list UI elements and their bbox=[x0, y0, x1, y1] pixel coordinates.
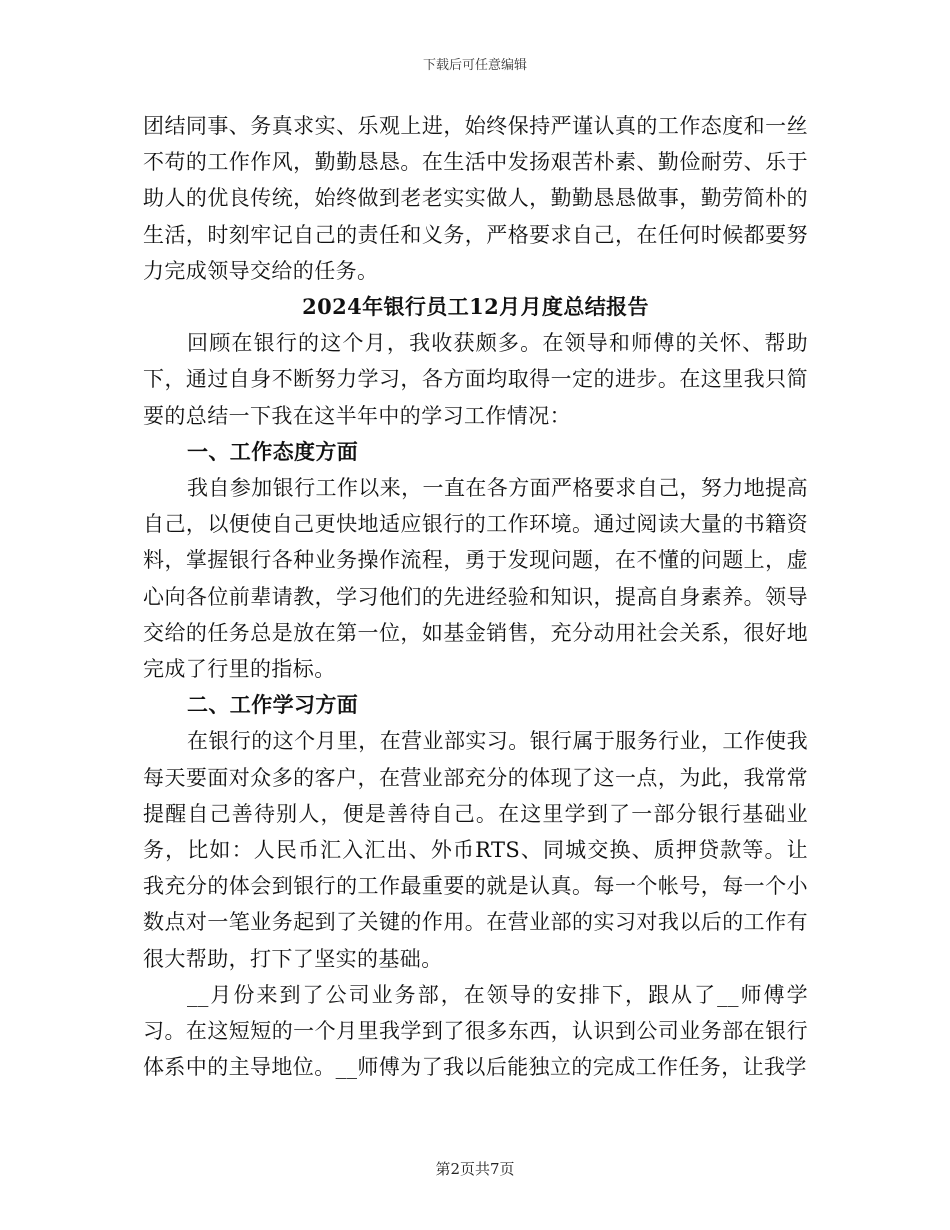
document-title: 2024年银行员工12月月度总结报告 bbox=[302, 294, 649, 320]
page-header-note: 下载后可任意编辑 bbox=[422, 58, 527, 73]
section-paragraph-work-study-1: 在银行的这个月里，在营业部实习。银行属于服务行业，工作使我每天要面对众多的客户，在营业部充分的体现了这一点，为此，我常常提醒自己善待别人，便是善待自己。在这里学到了一部分银行基础业务，比如：人民币汇入汇出、外币RTS、同城交换、质押贷款等。让我充分的体会到银行的工作最重要的就是认真。每一个帐号，每一个小数点对一笔业务起到了关键的作用。在营业部的实习对我以后的工作有很大帮助，打下了坚实的基础。 bbox=[143, 729, 808, 971]
page-number: 第2页共7页 bbox=[435, 1160, 515, 1178]
document-body bbox=[143, 108, 808, 1085]
section-heading-work-study: 二、工作学习方面 bbox=[187, 692, 359, 718]
section-heading-work-attitude: 一、工作态度方面 bbox=[187, 438, 359, 464]
section-paragraph-work-study-2: __月份来到了公司业务部，在领导的安排下，跟从了__师傅学习。在这短短的一个月里我学到了很多东西，认识到公司业务部在银行体系中的主导地位。__师傅为了我以后能独立的完成工作任务，让我学 bbox=[143, 982, 808, 1080]
intro-paragraph: 团结同事、务真求实、乐观上进，始终保持严谨认真的工作态度和一丝不苟的工作作风，勤勤恳恳。在生活中发扬艰苦朴素、勤俭耐劳、乐于助人的优良传统，始终做到老老实实做人，勤勤恳恳做事，勤劳简朴的生活，时刻牢记自己的责任和义务，严格要求自己，在任何时候都要努力完成领导交给的任务。 bbox=[143, 114, 808, 283]
section-paragraph-work-attitude: 我自参加银行工作以来，一直在各方面严格要求自己，努力地提高自己，以便使自己更快地适应银行的工作环境。通过阅读大量的书籍资料，掌握银行各种业务操作流程，勇于发现问题，在不懂的问题上，虚心向各位前辈请教，学习他们的先进经验和知识，提高自身素养。领导交给的任务总是放在第一位，如基金销售，充分动用社会关系，很好地完成了行里的指标。 bbox=[143, 476, 808, 682]
opening-paragraph: 回顾在银行的这个月，我收获颇多。在领导和师傅的关怀、帮助下，通过自身不断努力学习，各方面均取得一定的进步。在这里我只简要的总结一下我在这半年中的学习工作情况： bbox=[143, 331, 808, 428]
